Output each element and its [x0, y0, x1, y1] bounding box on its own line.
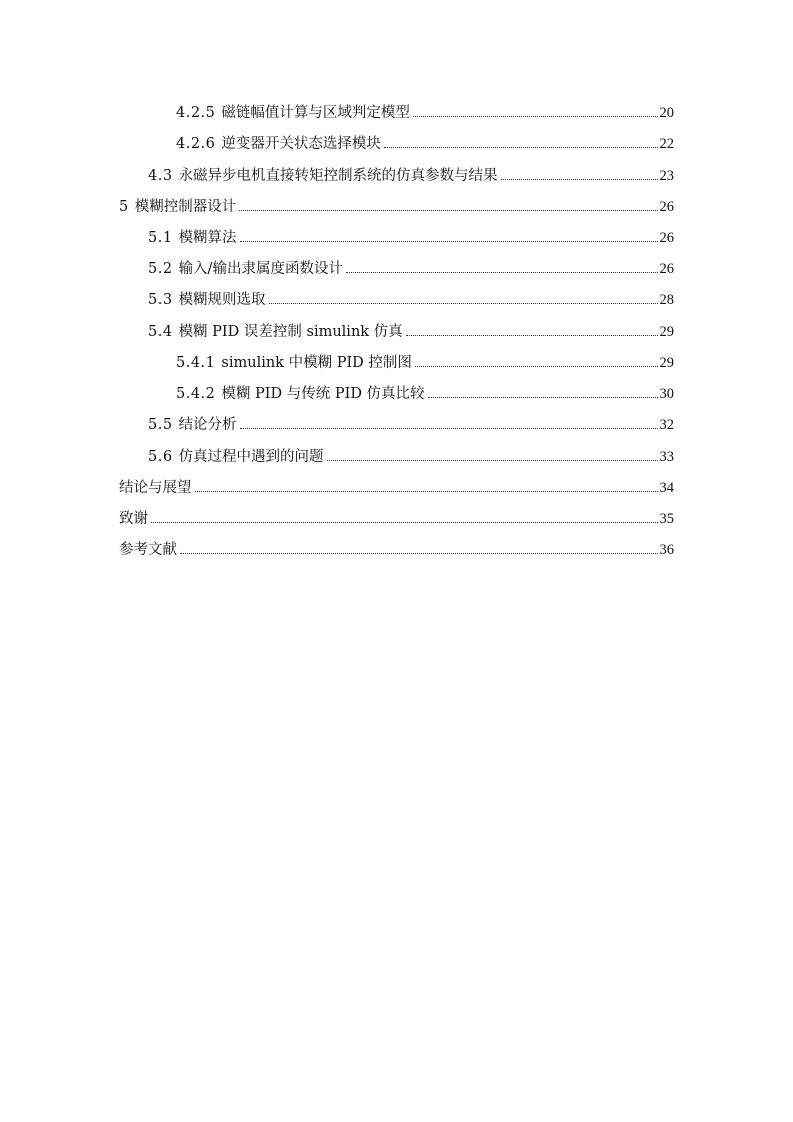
toc-entry-label — [119, 479, 193, 497]
toc-dot-leader — [195, 490, 658, 492]
toc-entry-title: 永磁异步电机直接转矩控制系统的仿真参数与结果 — [178, 168, 498, 184]
toc-dot-leader — [428, 396, 658, 398]
toc-entry-page: 28 — [659, 292, 674, 308]
toc-entry-page: 22 — [659, 136, 674, 152]
toc-entry-number: 5.3 — [148, 292, 173, 308]
toc-entry-label — [148, 323, 404, 341]
toc-entry-4-2-5[interactable] — [176, 98, 674, 122]
toc-entry-page: 32 — [659, 417, 674, 433]
toc-entry-title: 模糊 PID 误差控制 simulink 仿真 — [178, 324, 403, 340]
toc-entry-title: 结论分析 — [178, 417, 237, 433]
toc-entry-title: 模糊 PID 与传统 PID 仿真比较 — [221, 386, 425, 402]
toc-dot-leader — [240, 240, 658, 242]
toc-entry-title: 输入/输出隶属度函数设计 — [178, 261, 343, 277]
toc-dot-leader — [413, 115, 658, 117]
toc-entry-title: 模糊规则选取 — [178, 292, 266, 308]
toc-entry-page: 20 — [659, 105, 674, 121]
toc-entry-label — [148, 416, 238, 434]
toc-entry-title: 仿真过程中遇到的问题 — [178, 449, 324, 465]
toc-entry-number: 4.3 — [148, 168, 173, 184]
toc-entry-5-4-1[interactable] — [176, 348, 674, 372]
toc-entry-label — [148, 260, 344, 278]
toc-entry-label — [176, 135, 382, 153]
toc-entry-number: 5.6 — [148, 449, 173, 465]
toc-entry-references[interactable] — [119, 535, 674, 559]
toc-entry-5-4-2[interactable] — [176, 379, 674, 403]
toc-entry-number: 5.1 — [148, 230, 173, 246]
toc-entry-page: 26 — [659, 261, 674, 277]
toc-entry-page: 34 — [659, 480, 674, 496]
toc-entry-label — [119, 198, 237, 216]
toc-dot-leader — [239, 209, 657, 211]
toc-entry-5-1[interactable] — [148, 223, 674, 247]
toc-dot-leader — [384, 146, 658, 148]
toc-entry-number: 5.5 — [148, 417, 173, 433]
toc-dot-leader — [346, 271, 658, 273]
toc-entry-label — [176, 385, 426, 403]
toc-entry-conclusion[interactable] — [119, 473, 674, 497]
toc-entry-page: 33 — [659, 449, 674, 465]
toc-entry-page: 35 — [659, 511, 674, 527]
toc-entry-title: 参考文献 — [119, 542, 177, 558]
toc-entry-label — [176, 354, 413, 372]
toc-entry-acknowledgements[interactable] — [119, 504, 674, 528]
toc-entry-label — [176, 104, 411, 122]
toc-entry-number: 5 — [119, 199, 129, 215]
toc-entry-page: 26 — [659, 230, 674, 246]
toc-entry-label — [148, 167, 499, 185]
toc-entry-title: simulink 中模糊 PID 控制图 — [221, 355, 412, 371]
toc-entry-title: 逆变器开关状态选择模块 — [221, 136, 381, 152]
toc-dot-leader — [501, 178, 658, 180]
toc-entry-5-6[interactable] — [148, 442, 674, 466]
toc-entry-page: 26 — [659, 199, 674, 215]
toc-entry-page: 30 — [659, 386, 674, 402]
toc-entry-5[interactable] — [119, 192, 674, 216]
toc-entry-title: 模糊算法 — [178, 230, 237, 246]
toc-entry-page: 23 — [659, 168, 674, 184]
toc-dot-leader — [327, 459, 658, 461]
toc-entry-label — [148, 229, 238, 247]
toc-entry-label — [148, 291, 267, 309]
toc-entry-title: 结论与展望 — [119, 480, 192, 496]
toc-entry-title: 磁链幅值计算与区域判定模型 — [221, 105, 410, 121]
toc-entry-5-4[interactable] — [148, 317, 674, 341]
toc-entry-page: 29 — [659, 324, 674, 340]
toc-entry-label — [119, 510, 149, 528]
toc-entry-number: 5.2 — [148, 261, 173, 277]
toc-dot-leader — [151, 521, 658, 523]
toc-entry-5-3[interactable] — [148, 285, 674, 309]
toc-dot-leader — [180, 552, 658, 554]
toc-entry-5-5[interactable] — [148, 410, 674, 434]
toc-entry-label — [148, 448, 325, 466]
toc-entry-4-3[interactable] — [148, 161, 674, 185]
toc-dot-leader — [240, 427, 658, 429]
toc-entry-label — [119, 541, 178, 559]
toc-entry-number: 4.2.5 — [176, 105, 216, 121]
toc-entry-title: 致谢 — [119, 511, 148, 527]
toc-dot-leader — [415, 365, 658, 367]
toc-entry-number: 5.4 — [148, 324, 173, 340]
toc-entry-number: 4.2.6 — [176, 136, 216, 152]
toc-entry-5-2[interactable] — [148, 254, 674, 278]
toc-entry-number: 5.4.1 — [176, 355, 216, 371]
toc-dot-leader — [269, 302, 658, 304]
toc-entry-page: 29 — [659, 355, 674, 371]
toc-entry-number: 5.4.2 — [176, 386, 216, 402]
toc-entry-4-2-6[interactable] — [176, 129, 674, 153]
toc-dot-leader — [406, 334, 658, 336]
toc-entry-title: 模糊控制器设计 — [134, 199, 237, 215]
toc-entry-page: 36 — [659, 542, 674, 558]
